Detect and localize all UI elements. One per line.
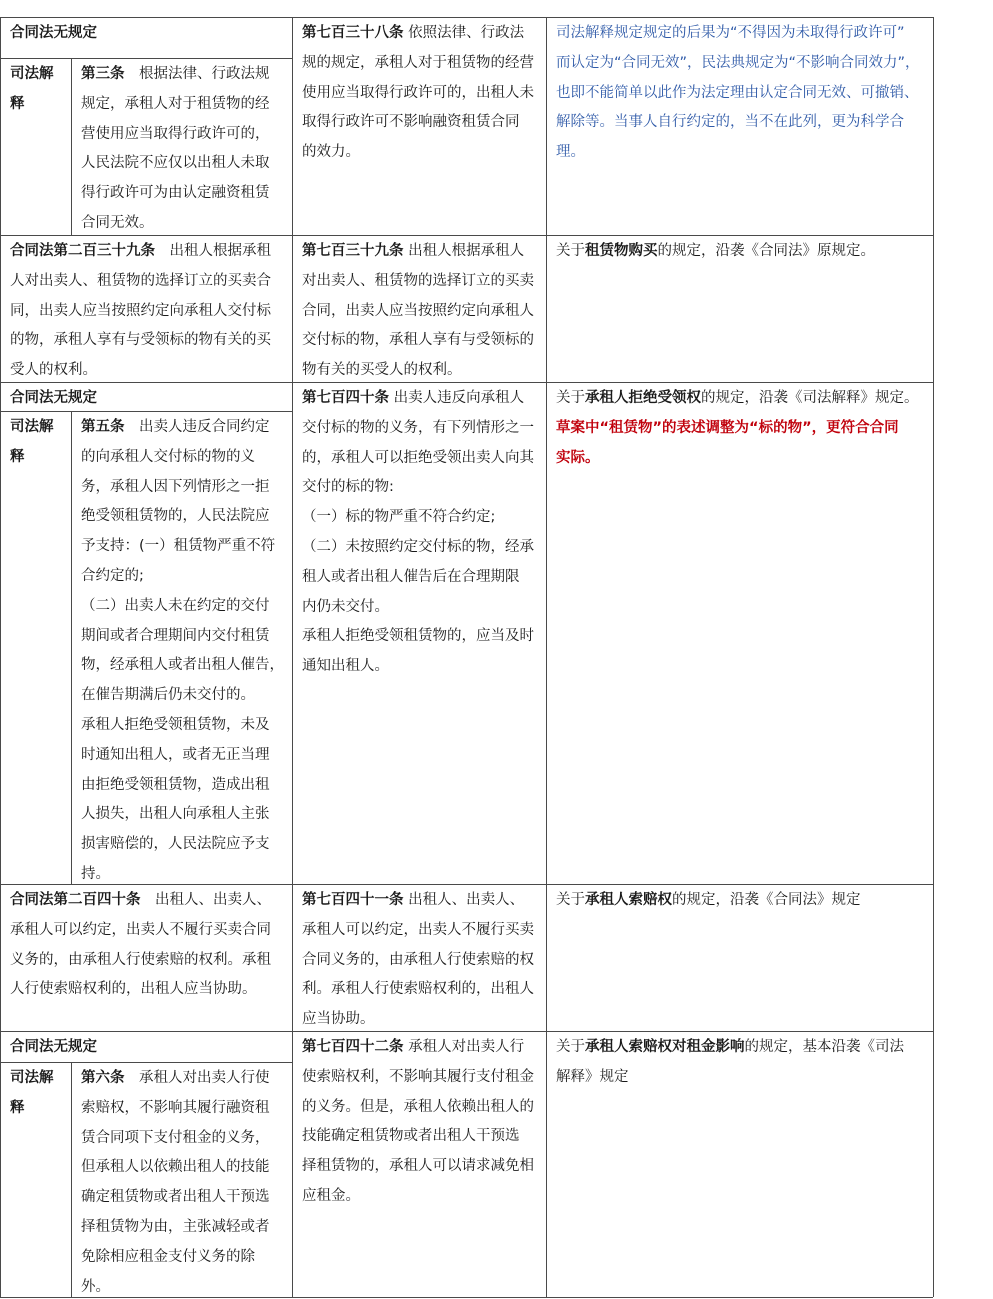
civil-code-text-line: 的义务。但是，承租人依赖出租人的	[302, 1098, 534, 1115]
civil-code-text-line: 规的规定，承租人对于租赁物的经营	[302, 54, 534, 71]
interpretation-text-line: 第六条 承租人对出卖人行使	[81, 1070, 270, 1086]
interpretation-text-line: 合约定的;	[81, 568, 144, 584]
comment-text-line: 解释》规定	[556, 1068, 629, 1085]
comment-text-line: 实际。	[556, 449, 600, 466]
interpretation-text-line: 索赔权，不影响其履行融资租	[81, 1099, 270, 1116]
interpretation-label: 释	[10, 1099, 25, 1116]
civil-code-text-line: 租人或者出租人催告后在合理期限	[302, 568, 520, 585]
table-border	[0, 1297, 933, 1298]
civil-code-text-line: 技能确定租赁物或者出租人干预选	[302, 1128, 520, 1145]
civil-code-text-line: （二）未按照约定交付标的物，经承	[302, 539, 534, 555]
interpretation-text-line: 承租人拒绝受领租赁物，未及	[81, 717, 270, 733]
interpretation-text-line: 人民法院不应仅以出租人未取	[81, 155, 270, 172]
old-law-text-line: 人行使索赔权利的，出租人应当协助。	[10, 981, 257, 998]
table-border	[0, 58, 292, 59]
interpretation-text-line: 免除相应租金支付义务的除	[81, 1248, 255, 1265]
civil-code-text-line: 交付标的物，承租人享有与受领标的	[302, 332, 534, 349]
interpretation-text-line: （二）出卖人未在约定的交付	[81, 597, 270, 614]
interpretation-text-line: 期间或者合理期间内交付租赁	[81, 627, 270, 644]
table-border	[0, 17, 933, 18]
civil-code-text-line: 的效力。	[302, 144, 360, 161]
interpretation-text-line: 择租赁物为由，主张减轻或者	[81, 1219, 270, 1235]
civil-code-text-line: 内仍未交付。	[302, 598, 389, 615]
old-law-text-line: 合同法第二百四十条 出租人、出卖人、	[10, 892, 271, 908]
interpretation-text-line: 时通知出租人，或者无正当理	[81, 746, 270, 763]
interpretation-text-line: 由拒绝受领租赁物，造成出租	[81, 776, 270, 793]
interpretation-text-line: 的向承租人交付标的物的义	[81, 448, 255, 465]
table-border	[546, 17, 547, 1297]
civil-code-text-line: （一）标的物严重不符合约定;	[302, 509, 496, 526]
civil-code-text-line: 第七百四十一条 出租人、出卖人、	[302, 892, 525, 908]
civil-code-text-line: 应租金。	[302, 1188, 360, 1204]
table-border	[933, 17, 934, 1297]
old-law-text-line: 承租人可以约定，出卖人不履行买卖合同	[10, 921, 271, 938]
table-border	[0, 382, 933, 383]
civil-code-text-line: 承租人拒绝受领租赁物的，应当及时	[302, 628, 534, 645]
interpretation-text-line: 规定，承租人对于租赁物的经	[81, 95, 270, 112]
interpretation-text-line: 损害赔偿的，人民法院应予支	[81, 836, 270, 853]
old-law-text-line: 义务的，由承租人行使索赔的权利。承租	[10, 951, 271, 968]
interpretation-text-line: 在催告期满后仍未交付的。	[81, 687, 255, 704]
comment-text-line: 关于承租人拒绝受领权的规定，沿袭《司法解释》规定。	[556, 390, 919, 406]
comment-text-line: 草案中“租赁物”的表述调整为“标的物”，更符合合同	[556, 419, 899, 436]
interpretation-text-line: 第五条 出卖人违反合同约定	[81, 419, 270, 435]
interpretation-text-line: 第三条 根据法律、行政法规	[81, 66, 270, 82]
civil-code-text-line: 使索赔权利，不影响其履行支付租金	[302, 1068, 534, 1085]
table-border	[71, 58, 72, 235]
civil-code-text-line: 使用应当取得行政许可的，出租人未	[302, 84, 534, 101]
civil-code-text-line: 交付的标的物:	[302, 479, 394, 496]
civil-code-text-line: 应当协助。	[302, 1011, 375, 1028]
table-border	[71, 411, 72, 884]
old-law-text-line: 受人的权利。	[10, 362, 97, 379]
civil-code-text-line: 择租赁物的，承租人可以请求减免相	[302, 1158, 534, 1175]
old-law-header: 合同法无规定	[10, 25, 97, 41]
table-border	[0, 884, 933, 885]
civil-code-text-line: 取得行政许可不影响融资租赁合同	[302, 114, 520, 131]
table-border	[0, 1031, 933, 1032]
civil-code-text-line: 第七百四十二条 承租人对出卖人行	[302, 1039, 525, 1055]
interpretation-text-line: 外。	[81, 1278, 110, 1295]
civil-code-text-line: 第七百四十条 出卖人违反向承租人	[302, 390, 525, 406]
interpretation-text-line: 予支持：(一）租赁物严重不符	[81, 538, 276, 555]
comment-text-line: 关于租赁物购买的规定，沿袭《合同法》原规定。	[556, 243, 875, 259]
table-border	[0, 1062, 292, 1063]
interpretation-text-line: 合同无效。	[81, 215, 154, 231]
comment-text-line: 也即不能简单以此作为法定理由认定合同无效、可撤销、	[556, 84, 919, 101]
civil-code-text-line: 第七百三十九条 出租人根据承租人	[302, 243, 525, 259]
interpretation-text-line: 得行政许可为由认定融资租赁	[81, 185, 270, 202]
civil-code-text-line: 承租人可以约定，出卖人不履行买卖	[302, 921, 534, 938]
civil-code-text-line: 对出卖人、租赁物的选择订立的买卖	[302, 272, 534, 289]
interpretation-text-line: 但承租人以依赖出租人的技能	[81, 1159, 270, 1176]
interpretation-label: 释	[10, 448, 25, 465]
civil-code-text-line: 第七百三十八条 依照法律、行政法	[302, 25, 525, 41]
table-border	[0, 235, 933, 236]
comment-text-line: 而认定为“合同无效”，民法典规定为“不影响合同效力”，	[556, 54, 920, 71]
interpretation-text-line: 物，经承租人或者出租人催告，	[81, 657, 284, 674]
comment-text-line: 解除等。当事人自行约定的，当不在此列，更为科学合	[556, 114, 904, 131]
comment-text-line: 理。	[556, 144, 585, 161]
civil-code-text-line: 物有关的买受人的权利。	[302, 362, 462, 379]
table-border	[292, 17, 293, 1297]
comment-text-line: 关于承租人索赔权的规定，沿袭《合同法》规定	[556, 892, 861, 908]
old-law-header: 合同法无规定	[10, 1039, 97, 1055]
interpretation-text-line: 绝受领租赁物的，人民法院应	[81, 508, 270, 525]
interpretation-label: 司法解	[10, 1070, 54, 1086]
civil-code-text-line: 交付标的物的义务，有下列情形之一	[302, 419, 534, 436]
interpretation-text-line: 持。	[81, 866, 110, 882]
table-border	[0, 17, 1, 1297]
comment-text-line: 关于承租人索赔权对租金影响的规定，基本沿袭《司法	[556, 1039, 904, 1055]
comment-text-line: 司法解释规定规定的后果为“不得因为未取得行政许可”	[556, 25, 905, 41]
old-law-text-line: 人对出卖人、租赁物的选择订立的买卖合	[10, 272, 271, 289]
old-law-header: 合同法无规定	[10, 390, 97, 406]
interpretation-text-line: 营使用应当取得行政许可的，	[81, 125, 270, 142]
interpretation-label: 司法解	[10, 419, 54, 435]
interpretation-text-line: 赁合同项下支付租金的义务，	[81, 1129, 270, 1146]
interpretation-label: 释	[10, 95, 25, 112]
interpretation-text-line: 确定租赁物或者出租人干预选	[81, 1189, 270, 1206]
civil-code-text-line: 合同义务的，由承租人行使索赔的权	[302, 951, 534, 968]
civil-code-text-line: 利。承租人行使索赔权利的，出租人	[302, 981, 534, 998]
old-law-text-line: 同，出卖人应当按照约定向承租人交付标	[10, 302, 271, 319]
old-law-text-line: 合同法第二百三十九条 出租人根据承租	[10, 243, 271, 259]
civil-code-text-line: 通知出租人。	[302, 658, 389, 675]
table-border	[71, 1062, 72, 1297]
interpretation-label: 司法解	[10, 66, 54, 82]
table-border	[0, 411, 292, 412]
civil-code-text-line: 合同，出卖人应当按照约定向承租人	[302, 302, 534, 319]
civil-code-text-line: 的，承租人可以拒绝受领出卖人向其	[302, 449, 534, 466]
interpretation-text-line: 人损失，出租人向承租人主张	[81, 806, 270, 823]
interpretation-text-line: 务，承租人因下列情形之一拒	[81, 478, 270, 495]
old-law-text-line: 的物，承租人享有与受领标的物有关的买	[10, 332, 271, 349]
